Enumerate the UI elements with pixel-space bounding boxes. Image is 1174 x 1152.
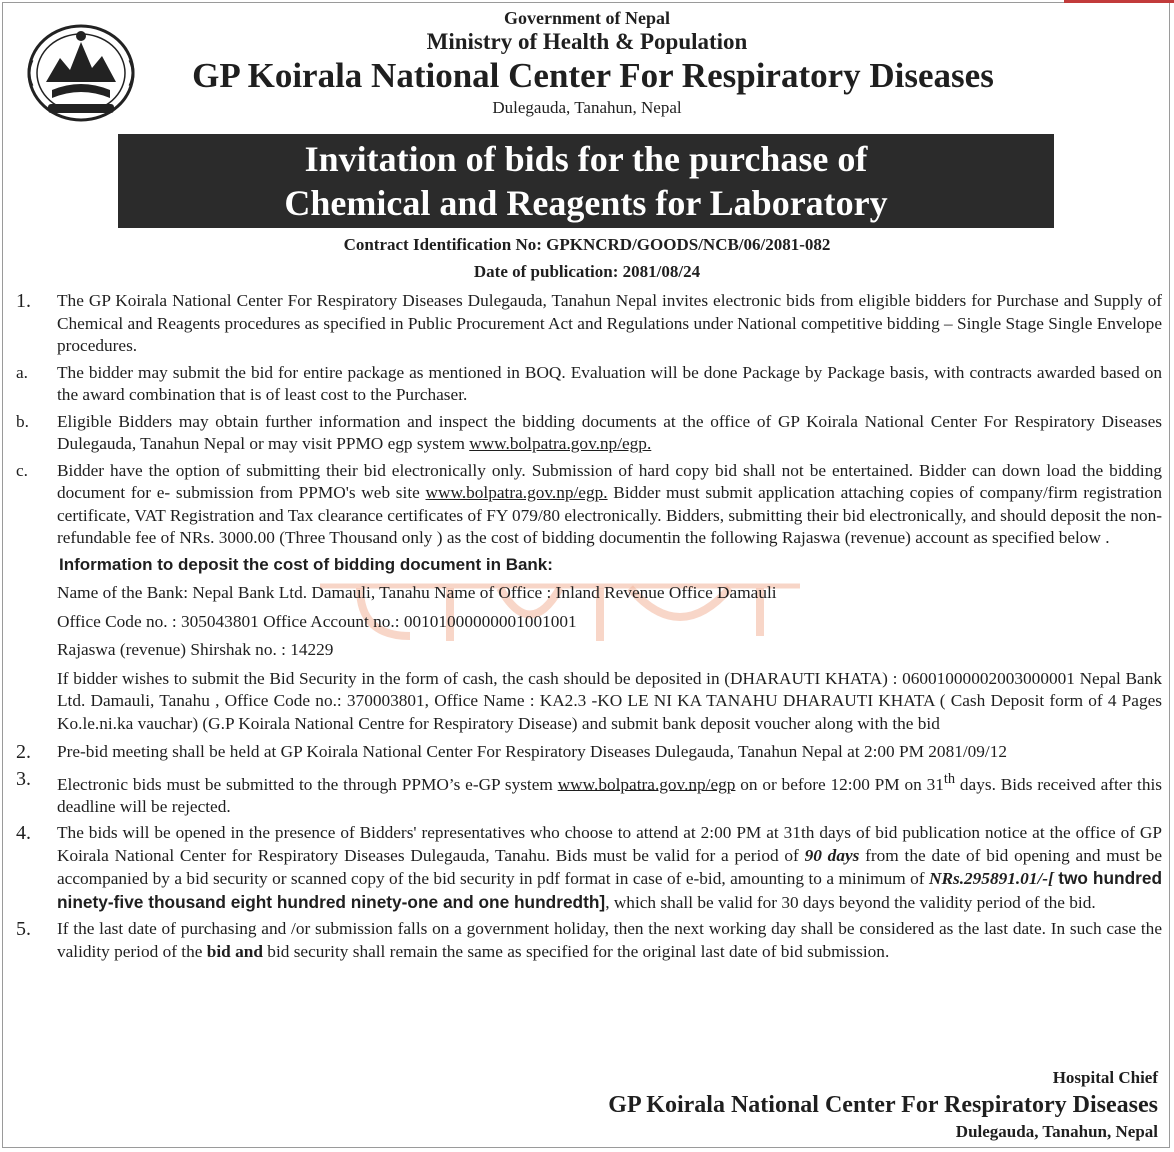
list-item [16, 290, 1162, 358]
bolpatra-link[interactable]: www.bolpatra.gov.np/egp [557, 774, 736, 794]
item-text-part: days. Bids received after this deadline will be rejected. [57, 774, 1162, 816]
list-item [16, 411, 1162, 456]
item-text-part: Electronic bids must be submitted to the through PPMO’s e-GP system [57, 774, 553, 794]
item-text: Pre-bid meeting shall be held at GP Koirala National Center For Respiratory Diseases Dulegauda, Tanahun Nepal at 2:00 PM 2081/09/12 [57, 742, 1008, 761]
bolpatra-link[interactable]: www.bolpatra.gov.np/egp. [469, 434, 652, 453]
item-text [57, 768, 1162, 819]
item-text [57, 918, 1162, 963]
item-marker: a. [16, 362, 28, 382]
list-item [16, 918, 1162, 963]
item-text [57, 822, 1162, 914]
title-line-2: Chemical and Reagents for Laboratory [284, 183, 888, 223]
office-code: Office Code no. : 305043801 Office Account no.: 00101000000001001001 [57, 611, 577, 631]
bank-info-heading: Information to deposit the cost of bidding document in Bank: [59, 554, 553, 574]
item-text-part: bid security shall remain the same as specified for the original last date of bid submission. [267, 941, 890, 961]
bank-name: Name of the Bank: Nepal Bank Ltd. Damauli, Tanahu Name of Office : Inland Revenue Office Damauli [57, 583, 777, 602]
contract-id: Contract Identification No: GPKNCRD/GOODS/NCB/06/2081-082 [343, 235, 831, 254]
item-text-part: If the last date of purchasing and /or submission falls on a government holiday, then the next working day shall be considered as the last date. In such case the validity period of the [57, 919, 1162, 961]
list-item [16, 362, 1162, 407]
corner-tab [1064, 0, 1174, 3]
item-text-part: Bidder must submit application attaching copies of company/firm registration certificate, VAT Registration and Tax clearance certificates of FY 079/80 electronically. Bidders, submitting their bid electronically, and should deposit the non- refundable fee of NRs. 3000.00 (Three Thousand only ) as the cost of bidding documentin the following Rajaswa (revenue) account as specified below . [57, 483, 1162, 547]
item-text: The bidder may submit the bid for entire package as mentioned in BOQ. Evaluation will be done Package by Package basis, with contracts awarded based on the award combination that is of least cost to the Purchaser. [57, 362, 1162, 404]
list-item [16, 460, 1162, 550]
item-marker: 1. [16, 290, 31, 312]
title-line-1: Invitation of bids for the purchase of [304, 139, 868, 179]
cash-security-info: If bidder wishes to submit the Bid Security in the form of cash, the cash should be deposited in (DHARAUTI KHATA) : 06001000002003000001 Nepal Bank Ltd. Damauli, Tanahu , Office Code no.: 370003801, Office Name : KA2.3 -KO LE NI KA TANAHU DHARAUTI KHATA ( Cash Deposit form of 4 Pages Ko.le.ni.ka vauchar) (G.P Koirala National Centre for Respiratory Disease) and submit bank deposit voucher along with the bid [57, 668, 1162, 733]
amount-in-words: two hundred ninety-five thousand eight hundred ninety-one and one hundredth] [57, 868, 1163, 912]
item-marker: c. [16, 460, 28, 480]
item-text-part: Bidder have the option of submitting their bid electronically only. Submission of hard copy bid shall not be entertained. Bidder can down load the bidding document for e- submission from PPMO's web site [57, 460, 1162, 502]
list-item [16, 741, 1162, 764]
item-text-part: The bids will be opened in the presence of Bidders' representatives who choose to attend at 2:00 PM at 31th days of bid publication notice at the office of GP Koirala National Center for Respiratory Diseases Dulegauda, Tanahu. Bids must be valid for a period of [57, 823, 1162, 865]
item-marker: 3. [16, 767, 31, 790]
item-text-part: from the date of bid opening and must be accompanied by a bid security or scanned copy of the bid security in pdf format in case of e-bid, amounting to a minimum of [57, 845, 1162, 889]
ministry-line: Ministry of Health & Population [426, 29, 748, 54]
signature-block [608, 1066, 1158, 1144]
item-text-part: on or before 12:00 PM on 31 [740, 774, 944, 794]
letterhead [0, 8, 1174, 118]
list-item [16, 822, 1162, 914]
notice-title [118, 134, 1054, 228]
center-address: Dulegauda, Tanahun, Nepal [492, 98, 682, 117]
item-marker: 4. [16, 822, 31, 845]
item-text: The GP Koirala National Center For Respiratory Diseases Dulegauda, Tanahun Nepal invites electronic bids from eligible bidders for Purchase and Supply of Chemical and Reagents procedures as specified in Public Procurement Act and Regulations under National competitive bidding – Single Stage Single Envelope procedures. [57, 291, 1162, 355]
signatory-role: Hospital Chief [1052, 1068, 1158, 1087]
item-text-bold: bid and [206, 941, 263, 961]
signatory-org: GP Koirala National Center For Respiratory Diseases [608, 1092, 1158, 1118]
rajaswa-code: Rajaswa (revenue) Shirshak no. : 14229 [57, 640, 334, 659]
notice-body [16, 290, 1162, 967]
center-name: GP Koirala National Center For Respiratory Diseases [192, 56, 994, 95]
signatory-address: Dulegauda, Tanahun, Nepal [955, 1122, 1158, 1141]
superscript: th [943, 770, 956, 787]
validity-days: 90 days [804, 845, 860, 865]
bid-security-amount: NRs.295891.01/-[ [928, 869, 1054, 889]
item-marker: b. [16, 411, 29, 431]
item-text [57, 460, 1162, 550]
government-line: Government of Nepal [504, 8, 670, 28]
bolpatra-link[interactable]: www.bolpatra.gov.np/egp. [425, 483, 608, 502]
list-item [16, 768, 1162, 819]
publication-date: Date of publication: 2081/08/24 [473, 262, 701, 281]
item-text-part: Eligible Bidders may obtain further information and inspect the bidding documents at the office of GP Koirala National Center For Respiratory Diseases Dulegauda, Tanahun Nepal or may visit PPMO egp system [57, 411, 1162, 453]
item-marker: 2. [16, 741, 31, 763]
item-marker: 5. [16, 918, 31, 941]
item-text-part: , which shall be valid for 30 days beyond the validity period of the bid. [605, 892, 1096, 912]
item-text [57, 411, 1162, 456]
